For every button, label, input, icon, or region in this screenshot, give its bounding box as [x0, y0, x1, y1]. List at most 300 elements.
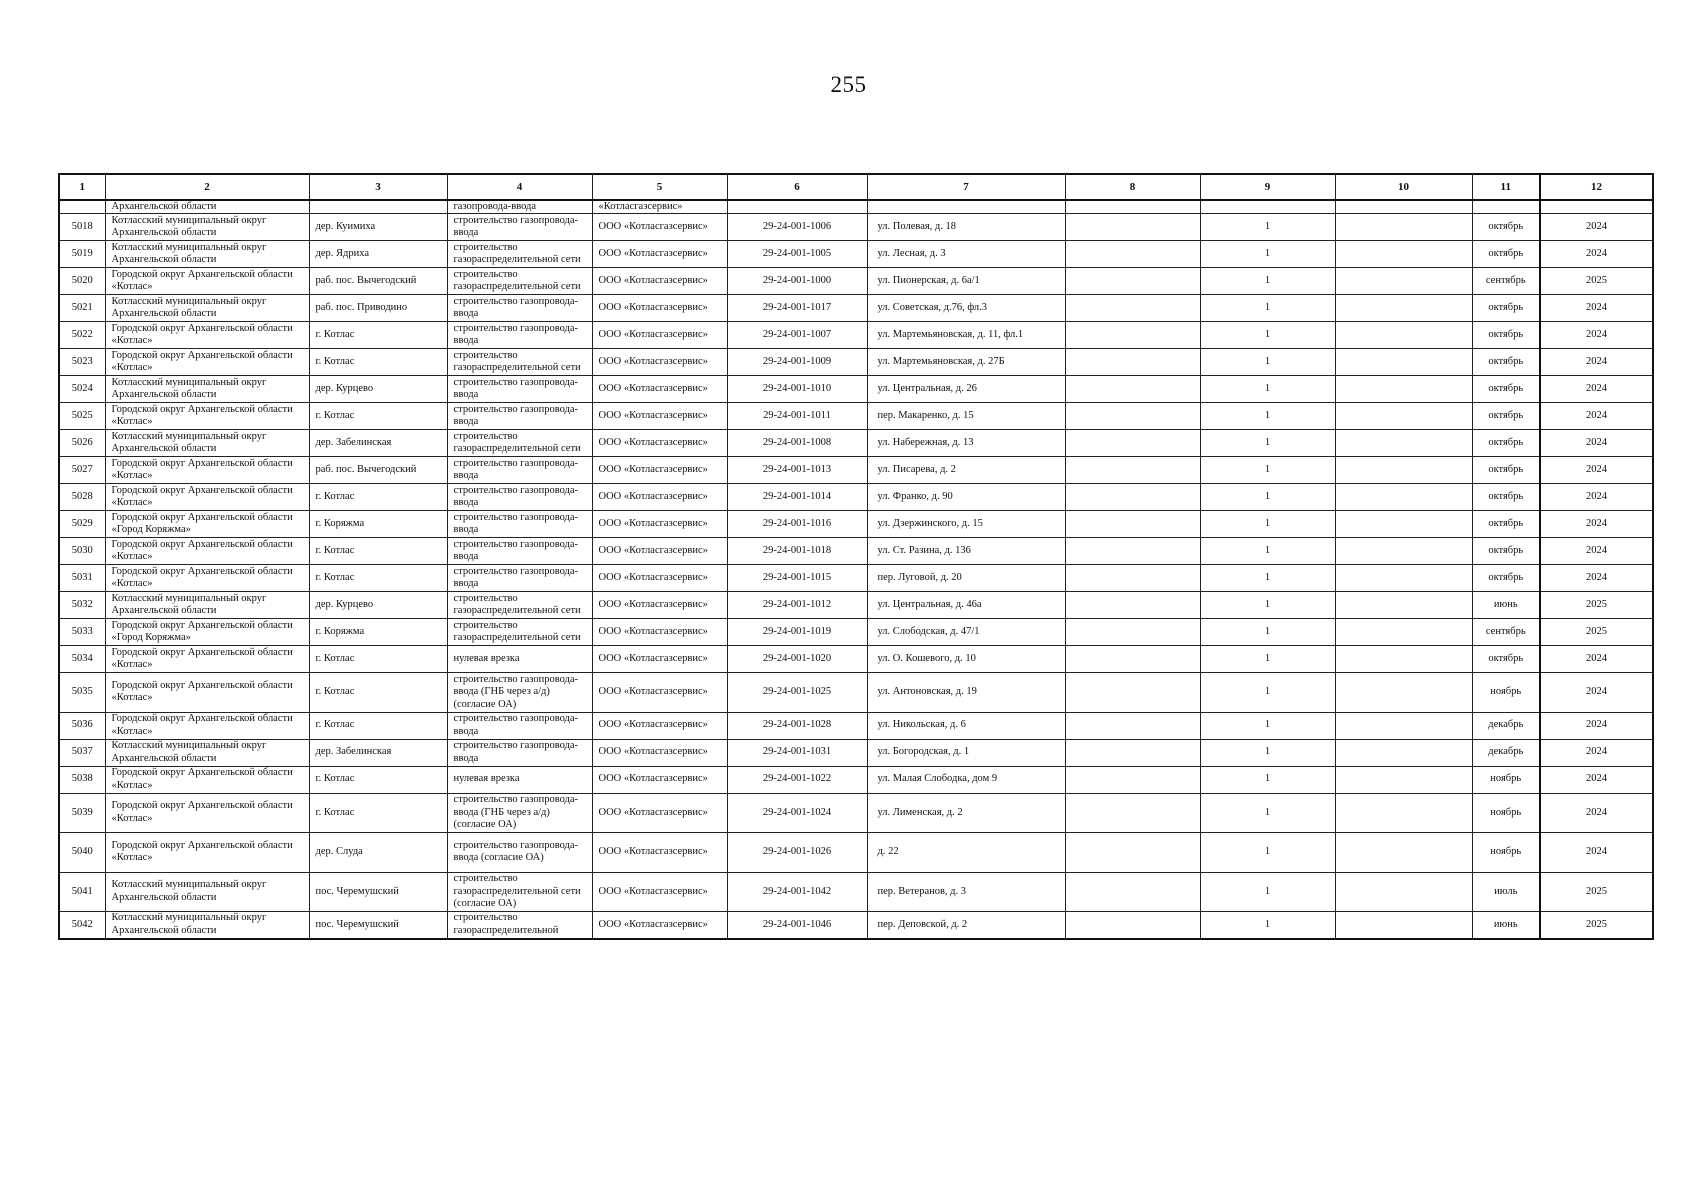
cell-settlement: раб. пос. Приводино [309, 295, 447, 322]
cell-work: строительство газопровода-ввода (ГНБ через а/д) (согласие ОА) [447, 673, 592, 713]
column-header: 10 [1335, 174, 1472, 200]
cell-no: 5021 [59, 295, 105, 322]
cell-year: 2024 [1540, 322, 1653, 349]
cell-no: 5034 [59, 646, 105, 673]
cell-qty: 1 [1200, 592, 1335, 619]
cell-work: строительство газопровода-ввода [447, 511, 592, 538]
cell-settlement [309, 200, 447, 214]
cell-qty: 1 [1200, 349, 1335, 376]
cell-year: 2024 [1540, 538, 1653, 565]
cell-address: ул. Советская, д.76, фл.3 [867, 295, 1065, 322]
cell-year: 2024 [1540, 739, 1653, 766]
cell-col8 [1065, 592, 1200, 619]
cell-col10 [1335, 766, 1472, 793]
cell-month: ноябрь [1472, 673, 1540, 713]
cell-col8 [1065, 241, 1200, 268]
cell-qty: 1 [1200, 766, 1335, 793]
cell-work: строительство газопровода-ввода (ГНБ через а/д) (согласие ОА) [447, 793, 592, 833]
cell-work: строительство газораспределительной сети [447, 241, 592, 268]
cell-col8 [1065, 538, 1200, 565]
table-row [59, 673, 1653, 713]
cell-year: 2025 [1540, 872, 1653, 912]
cell-code: 29-24-001-1013 [727, 457, 867, 484]
continuation-row [59, 200, 1653, 214]
cell-contractor: ООО «Котласгазсервис» [592, 793, 727, 833]
cell-no: 5036 [59, 712, 105, 739]
cell-col8 [1065, 376, 1200, 403]
cell-municipality: Котласский муниципальный округ Архангельской области [105, 376, 309, 403]
cell-address: ул. Слободская, д. 47/1 [867, 619, 1065, 646]
cell-settlement: дер. Курцево [309, 592, 447, 619]
cell-work: строительство газопровода-ввода [447, 295, 592, 322]
cell-settlement: дер. Курцево [309, 376, 447, 403]
cell-year: 2024 [1540, 793, 1653, 833]
cell-address: пер. Макаренко, д. 15 [867, 403, 1065, 430]
cell-col10 [1335, 376, 1472, 403]
cell-col8 [1065, 712, 1200, 739]
cell-month: сентябрь [1472, 619, 1540, 646]
cell-municipality: Городской округ Архангельской области «Город Коряжма» [105, 619, 309, 646]
table-row [59, 833, 1653, 873]
cell-qty: 1 [1200, 872, 1335, 912]
column-header: 12 [1540, 174, 1653, 200]
cell-no [59, 200, 105, 214]
cell-contractor: ООО «Котласгазсервис» [592, 833, 727, 873]
cell-col10 [1335, 619, 1472, 646]
cell-work: строительство газопровода-ввода [447, 214, 592, 241]
cell-no: 5031 [59, 565, 105, 592]
cell-month: июнь [1472, 592, 1540, 619]
cell-code: 29-24-001-1022 [727, 766, 867, 793]
cell-year: 2024 [1540, 673, 1653, 713]
cell-address: ул. Мартемьяновская, д. 27Б [867, 349, 1065, 376]
cell-col10 [1335, 268, 1472, 295]
column-header: 3 [309, 174, 447, 200]
table-row [59, 457, 1653, 484]
cell-work: строительство газораспределительной сети [447, 430, 592, 457]
cell-year: 2024 [1540, 349, 1653, 376]
cell-work: строительство газораспределительной сети [447, 349, 592, 376]
cell-qty: 1 [1200, 268, 1335, 295]
table-row [59, 538, 1653, 565]
cell-contractor: ООО «Котласгазсервис» [592, 673, 727, 713]
cell-municipality: Котласский муниципальный округ Архангельской области [105, 912, 309, 939]
cell-address: ул. Ст. Разина, д. 136 [867, 538, 1065, 565]
cell-col8 [1065, 912, 1200, 939]
cell-work: нулевая врезка [447, 646, 592, 673]
cell-settlement: пос. Черемушский [309, 912, 447, 939]
cell-contractor: ООО «Котласгазсервис» [592, 268, 727, 295]
cell-month: октябрь [1472, 349, 1540, 376]
cell-month: июнь [1472, 912, 1540, 939]
table-row [59, 565, 1653, 592]
cell-address: ул. Мартемьяновская, д. 11, фл.1 [867, 322, 1065, 349]
cell-code: 29-24-001-1042 [727, 872, 867, 912]
cell-code: 29-24-001-1008 [727, 430, 867, 457]
cell-work: строительство газораспределительной [447, 912, 592, 939]
cell-col10 [1335, 484, 1472, 511]
column-header: 5 [592, 174, 727, 200]
cell-settlement: г. Котлас [309, 646, 447, 673]
cell-work: строительство газораспределительной сети [447, 268, 592, 295]
cell-address: ул. Никольская, д. 6 [867, 712, 1065, 739]
cell-month: октябрь [1472, 457, 1540, 484]
cell-col10 [1335, 200, 1472, 214]
cell-work: строительство газопровода-ввода [447, 403, 592, 430]
cell-contractor: ООО «Котласгазсервис» [592, 565, 727, 592]
table-row [59, 268, 1653, 295]
cell-municipality: Котласский муниципальный округ Архангельской области [105, 214, 309, 241]
cell-municipality: Городской округ Архангельской области «Котлас» [105, 538, 309, 565]
cell-code: 29-24-001-1006 [727, 214, 867, 241]
cell-col8 [1065, 295, 1200, 322]
cell-address: ул. Франко, д. 90 [867, 484, 1065, 511]
cell-year: 2024 [1540, 295, 1653, 322]
cell-month: октябрь [1472, 565, 1540, 592]
table-row [59, 430, 1653, 457]
cell-code: 29-24-001-1007 [727, 322, 867, 349]
table-row [59, 872, 1653, 912]
cell-col8 [1065, 403, 1200, 430]
cell-municipality: Городской округ Архангельской области «Котлас» [105, 322, 309, 349]
cell-code [727, 200, 867, 214]
cell-settlement: г. Котлас [309, 565, 447, 592]
cell-code: 29-24-001-1025 [727, 673, 867, 713]
cell-work: строительство газопровода-ввода [447, 712, 592, 739]
cell-municipality: Городской округ Архангельской области «Котлас» [105, 565, 309, 592]
cell-municipality: Котласский муниципальный округ Архангельской области [105, 295, 309, 322]
cell-qty: 1 [1200, 376, 1335, 403]
cell-no: 5018 [59, 214, 105, 241]
cell-col10 [1335, 912, 1472, 939]
cell-address: ул. Дзержинского, д. 15 [867, 511, 1065, 538]
table-row [59, 912, 1653, 939]
cell-settlement: пос. Черемушский [309, 872, 447, 912]
cell-col10 [1335, 241, 1472, 268]
cell-qty: 1 [1200, 619, 1335, 646]
cell-settlement: г. Котлас [309, 538, 447, 565]
cell-settlement: г. Коряжма [309, 511, 447, 538]
cell-year: 2024 [1540, 241, 1653, 268]
cell-year: 2024 [1540, 214, 1653, 241]
cell-month: октябрь [1472, 403, 1540, 430]
cell-settlement: г. Котлас [309, 403, 447, 430]
cell-contractor: ООО «Котласгазсервис» [592, 538, 727, 565]
cell-month: октябрь [1472, 295, 1540, 322]
cell-work: строительство газораспределительной сети (согласие ОА) [447, 872, 592, 912]
cell-work: строительство газораспределительной сети [447, 592, 592, 619]
cell-qty: 1 [1200, 295, 1335, 322]
cell-col8 [1065, 766, 1200, 793]
cell-qty: 1 [1200, 712, 1335, 739]
cell-no: 5025 [59, 403, 105, 430]
cell-code: 29-24-001-1016 [727, 511, 867, 538]
cell-code: 29-24-001-1020 [727, 646, 867, 673]
cell-code: 29-24-001-1000 [727, 268, 867, 295]
cell-year: 2024 [1540, 712, 1653, 739]
cell-qty: 1 [1200, 565, 1335, 592]
cell-no: 5039 [59, 793, 105, 833]
cell-code: 29-24-001-1018 [727, 538, 867, 565]
cell-col8 [1065, 872, 1200, 912]
cell-address: ул. Лименская, д. 2 [867, 793, 1065, 833]
cell-work: строительство газопровода-ввода (согласие ОА) [447, 833, 592, 873]
cell-contractor: ООО «Котласгазсервис» [592, 619, 727, 646]
cell-qty: 1 [1200, 241, 1335, 268]
cell-municipality: Городской округ Архангельской области «Котлас» [105, 712, 309, 739]
cell-municipality: Котласский муниципальный округ Архангельской области [105, 430, 309, 457]
cell-contractor: ООО «Котласгазсервис» [592, 484, 727, 511]
cell-municipality: Котласский муниципальный округ Архангельской области [105, 592, 309, 619]
cell-col10 [1335, 565, 1472, 592]
cell-month: октябрь [1472, 646, 1540, 673]
column-header: 2 [105, 174, 309, 200]
cell-col8 [1065, 793, 1200, 833]
cell-municipality: Городской округ Архангельской области «Котлас» [105, 268, 309, 295]
cell-col8 [1065, 739, 1200, 766]
cell-no: 5037 [59, 739, 105, 766]
cell-municipality: Городской округ Архангельской области «Котлас» [105, 646, 309, 673]
cell-contractor: ООО «Котласгазсервис» [592, 646, 727, 673]
column-number-row [59, 174, 1653, 200]
cell-col10 [1335, 457, 1472, 484]
cell-code: 29-24-001-1017 [727, 295, 867, 322]
cell-no: 5028 [59, 484, 105, 511]
column-header: 1 [59, 174, 105, 200]
cell-qty [1200, 200, 1335, 214]
cell-col8 [1065, 349, 1200, 376]
cell-code: 29-24-001-1014 [727, 484, 867, 511]
table-row [59, 646, 1653, 673]
cell-code: 29-24-001-1012 [727, 592, 867, 619]
cell-municipality: Городской округ Архангельской области «Город Коряжма» [105, 511, 309, 538]
cell-year: 2025 [1540, 619, 1653, 646]
cell-col10 [1335, 538, 1472, 565]
cell-no: 5033 [59, 619, 105, 646]
cell-settlement: раб. пос. Вычегодский [309, 457, 447, 484]
cell-col8 [1065, 511, 1200, 538]
cell-contractor: ООО «Котласгазсервис» [592, 322, 727, 349]
table-row [59, 592, 1653, 619]
cell-no: 5029 [59, 511, 105, 538]
cell-address: пер. Деповской, д. 2 [867, 912, 1065, 939]
cell-work: газопровода-ввода [447, 200, 592, 214]
cell-month: декабрь [1472, 739, 1540, 766]
cell-contractor: ООО «Котласгазсервис» [592, 457, 727, 484]
cell-code: 29-24-001-1026 [727, 833, 867, 873]
column-header: 8 [1065, 174, 1200, 200]
table-row [59, 766, 1653, 793]
cell-contractor: ООО «Котласгазсервис» [592, 214, 727, 241]
cell-address: д. 22 [867, 833, 1065, 873]
cell-no: 5040 [59, 833, 105, 873]
cell-qty: 1 [1200, 912, 1335, 939]
cell-col10 [1335, 872, 1472, 912]
cell-col8 [1065, 484, 1200, 511]
cell-address: ул. Набережная, д. 13 [867, 430, 1065, 457]
cell-col10 [1335, 322, 1472, 349]
cell-month: октябрь [1472, 214, 1540, 241]
cell-code: 29-24-001-1015 [727, 565, 867, 592]
cell-address: ул. Пионерская, д. 6а/1 [867, 268, 1065, 295]
cell-year: 2024 [1540, 646, 1653, 673]
cell-contractor: ООО «Котласгазсервис» [592, 376, 727, 403]
cell-col8 [1065, 268, 1200, 295]
cell-month: октябрь [1472, 484, 1540, 511]
table-row [59, 349, 1653, 376]
cell-settlement: г. Котлас [309, 712, 447, 739]
cell-no: 5026 [59, 430, 105, 457]
cell-settlement: г. Котлас [309, 484, 447, 511]
cell-year: 2025 [1540, 912, 1653, 939]
cell-code: 29-24-001-1046 [727, 912, 867, 939]
cell-contractor: ООО «Котласгазсервис» [592, 349, 727, 376]
cell-year: 2025 [1540, 592, 1653, 619]
cell-qty: 1 [1200, 511, 1335, 538]
cell-col8 [1065, 673, 1200, 713]
table-row [59, 619, 1653, 646]
cell-month: октябрь [1472, 430, 1540, 457]
cell-address: ул. Писарева, д. 2 [867, 457, 1065, 484]
table-row [59, 712, 1653, 739]
cell-address [867, 200, 1065, 214]
cell-qty: 1 [1200, 646, 1335, 673]
table-row [59, 484, 1653, 511]
cell-contractor: ООО «Котласгазсервис» [592, 912, 727, 939]
cell-settlement: г. Котлас [309, 793, 447, 833]
cell-address: ул. О. Кошевого, д. 10 [867, 646, 1065, 673]
cell-col10 [1335, 214, 1472, 241]
cell-no: 5038 [59, 766, 105, 793]
cell-municipality: Архангельской области [105, 200, 309, 214]
cell-work: строительство газопровода-ввода [447, 739, 592, 766]
cell-month: октябрь [1472, 322, 1540, 349]
cell-col10 [1335, 739, 1472, 766]
cell-col8 [1065, 430, 1200, 457]
cell-no: 5023 [59, 349, 105, 376]
cell-address: ул. Лесная, д. 3 [867, 241, 1065, 268]
cell-month: декабрь [1472, 712, 1540, 739]
cell-address: ул. Малая Слободка, дом 9 [867, 766, 1065, 793]
cell-qty: 1 [1200, 403, 1335, 430]
cell-year: 2024 [1540, 484, 1653, 511]
cell-contractor: ООО «Котласгазсервис» [592, 511, 727, 538]
cell-settlement: г. Коряжма [309, 619, 447, 646]
cell-no: 5035 [59, 673, 105, 713]
cell-year: 2024 [1540, 833, 1653, 873]
cell-code: 29-24-001-1024 [727, 793, 867, 833]
column-header: 7 [867, 174, 1065, 200]
cell-work: строительство газопровода-ввода [447, 457, 592, 484]
cell-municipality: Городской округ Архангельской области «Котлас» [105, 349, 309, 376]
cell-col10 [1335, 673, 1472, 713]
cell-no: 5032 [59, 592, 105, 619]
cell-year: 2024 [1540, 403, 1653, 430]
cell-year [1540, 200, 1653, 214]
cell-contractor: ООО «Котласгазсервис» [592, 712, 727, 739]
cell-work: строительство газопровода-ввода [447, 322, 592, 349]
cell-address: пер. Ветеранов, д. 3 [867, 872, 1065, 912]
cell-work: строительство газораспределительной сети [447, 619, 592, 646]
cell-settlement: дер. Ядриха [309, 241, 447, 268]
cell-address: ул. Богородская, д. 1 [867, 739, 1065, 766]
cell-contractor: ООО «Котласгазсервис» [592, 766, 727, 793]
cell-no: 5027 [59, 457, 105, 484]
cell-contractor: ООО «Котласгазсервис» [592, 872, 727, 912]
cell-month: июль [1472, 872, 1540, 912]
cell-year: 2025 [1540, 268, 1653, 295]
table-row [59, 295, 1653, 322]
column-header: 9 [1200, 174, 1335, 200]
cell-col10 [1335, 833, 1472, 873]
cell-code: 29-24-001-1031 [727, 739, 867, 766]
cell-municipality: Городской округ Архангельской области «Котлас» [105, 673, 309, 713]
cell-settlement: г. Котлас [309, 766, 447, 793]
cell-qty: 1 [1200, 833, 1335, 873]
cell-municipality: Котласский муниципальный округ Архангельской области [105, 739, 309, 766]
cell-contractor: ООО «Котласгазсервис» [592, 592, 727, 619]
cell-qty: 1 [1200, 484, 1335, 511]
cell-month: октябрь [1472, 511, 1540, 538]
cell-address: ул. Антоновская, д. 19 [867, 673, 1065, 713]
cell-settlement: г. Котлас [309, 673, 447, 713]
cell-code: 29-24-001-1019 [727, 619, 867, 646]
table-row [59, 511, 1653, 538]
cell-qty: 1 [1200, 793, 1335, 833]
cell-month: ноябрь [1472, 766, 1540, 793]
cell-qty: 1 [1200, 430, 1335, 457]
table-row [59, 793, 1653, 833]
column-header: 4 [447, 174, 592, 200]
table-row [59, 376, 1653, 403]
cell-year: 2024 [1540, 766, 1653, 793]
cell-no: 5024 [59, 376, 105, 403]
cell-col8 [1065, 214, 1200, 241]
cell-col10 [1335, 511, 1472, 538]
cell-year: 2024 [1540, 376, 1653, 403]
cell-code: 29-24-001-1011 [727, 403, 867, 430]
cell-year: 2024 [1540, 565, 1653, 592]
cell-contractor: ООО «Котласгазсервис» [592, 241, 727, 268]
cell-col10 [1335, 430, 1472, 457]
cell-settlement: дер. Куимиха [309, 214, 447, 241]
cell-year: 2024 [1540, 457, 1653, 484]
cell-address: ул. Центральная, д. 46а [867, 592, 1065, 619]
cell-col8 [1065, 322, 1200, 349]
cell-qty: 1 [1200, 214, 1335, 241]
cell-col10 [1335, 592, 1472, 619]
cell-settlement: дер. Забелинская [309, 430, 447, 457]
cell-contractor: ООО «Котласгазсервис» [592, 430, 727, 457]
cell-address: ул. Полевая, д. 18 [867, 214, 1065, 241]
cell-municipality: Городской округ Архангельской области «Котлас» [105, 484, 309, 511]
cell-code: 29-24-001-1010 [727, 376, 867, 403]
cell-col10 [1335, 646, 1472, 673]
page-number: 255 [830, 72, 867, 97]
cell-work: строительство газопровода-ввода [447, 565, 592, 592]
cell-municipality: Котласский муниципальный округ Архангельской области [105, 241, 309, 268]
cell-work: нулевая врезка [447, 766, 592, 793]
cell-qty: 1 [1200, 457, 1335, 484]
cell-contractor: ООО «Котласгазсервис» [592, 403, 727, 430]
cell-municipality: Городской округ Архангельской области «Котлас» [105, 766, 309, 793]
cell-municipality: Котласский муниципальный округ Архангельской области [105, 872, 309, 912]
cell-qty: 1 [1200, 739, 1335, 766]
cell-qty: 1 [1200, 673, 1335, 713]
column-header: 6 [727, 174, 867, 200]
cell-settlement: г. Котлас [309, 349, 447, 376]
cell-settlement: дер. Слуда [309, 833, 447, 873]
